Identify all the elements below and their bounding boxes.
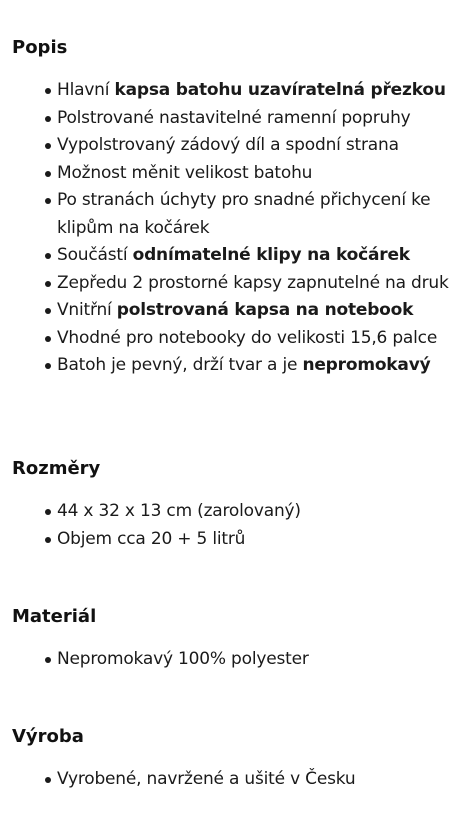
- list-item-text: Zepředu 2 prostorné kapsy zapnutelné na druk: [57, 272, 449, 293]
- list-item-text: Vypolstrovaný zádový díl a spodní strana: [57, 135, 399, 155]
- section-heading-material: Materiál: [12, 606, 97, 627]
- list-item-text: Polstrované nastavitelné ramenní popruhy: [57, 107, 411, 128]
- list-item-text: Vnitřní: [57, 300, 117, 320]
- list-item: [12, 187, 452, 242]
- list-item: [12, 160, 452, 188]
- bullet-list-popis: [12, 77, 452, 380]
- list-item: [12, 105, 452, 133]
- bullet-dot-icon: [45, 88, 51, 94]
- section-popis: [12, 35, 452, 380]
- section-material: [12, 604, 452, 674]
- bullet-dot-icon: [45, 308, 51, 314]
- bullet-dot-icon: [45, 281, 51, 287]
- bullet-dot-icon: [45, 363, 51, 369]
- list-item: [12, 132, 452, 160]
- list-item-text: Nepromokavý 100% polyester: [57, 649, 309, 669]
- list-item-text: Hlavní: [57, 80, 115, 100]
- bullet-dot-icon: [45, 253, 51, 259]
- list-item-text: Vyrobené, navržené a ušité v Česku: [57, 769, 356, 789]
- bullet-list-material: [12, 646, 452, 674]
- list-item: [12, 352, 452, 380]
- list-item: [12, 270, 452, 298]
- bullet-dot-icon: [45, 537, 51, 543]
- bullet-dot-icon: [45, 509, 51, 515]
- list-item: [12, 498, 452, 526]
- list-item: [12, 297, 452, 325]
- bullet-dot-icon: [45, 198, 51, 204]
- list-item-emphasis: kapsa batohu uzavíratelná přezkou: [114, 80, 446, 100]
- section-heading-vyroba: Výroba: [12, 726, 84, 747]
- list-item-emphasis: polstrovaná kapsa na notebook: [116, 300, 414, 320]
- bullet-dot-icon: [45, 777, 51, 783]
- list-item: [12, 646, 452, 674]
- bullet-list-rozmery: [12, 498, 452, 553]
- bullet-dot-icon: [45, 336, 51, 342]
- section-heading-rozmery: Rozměry: [12, 458, 101, 479]
- list-item: [12, 766, 452, 794]
- list-item-emphasis: nepromokavý: [302, 355, 431, 375]
- list-item-text: Objem cca 20 + 5 litrů: [57, 528, 246, 549]
- list-item-text: Vhodné pro notebooky do velikosti 15,6 palce: [57, 327, 438, 348]
- list-item-text: Možnost měnit velikost batohu: [57, 162, 313, 183]
- bullet-dot-icon: [45, 171, 51, 177]
- bullet-dot-icon: [45, 657, 51, 663]
- list-item-text: Součástí: [57, 245, 133, 265]
- list-item-text: 44 x 32 x 13 cm (zarolovaný): [57, 501, 301, 521]
- bullet-list-vyroba: [12, 766, 452, 794]
- bullet-dot-icon: [45, 116, 51, 122]
- list-item: [12, 526, 452, 554]
- list-item-text: Po stranách úchyty pro snadné přichycení ke klipům na kočárek: [57, 190, 431, 238]
- list-item-emphasis: odnímatelné klipy na kočárek: [132, 245, 410, 265]
- section-heading-popis: Popis: [12, 37, 68, 58]
- section-vyroba: [12, 724, 452, 794]
- list-item: [12, 77, 452, 105]
- bullet-dot-icon: [45, 143, 51, 149]
- section-rozmery: [12, 456, 452, 553]
- list-item: [12, 242, 452, 270]
- list-item: [12, 325, 452, 353]
- list-item-text: Batoh je pevný, drží tvar a je: [57, 355, 303, 375]
